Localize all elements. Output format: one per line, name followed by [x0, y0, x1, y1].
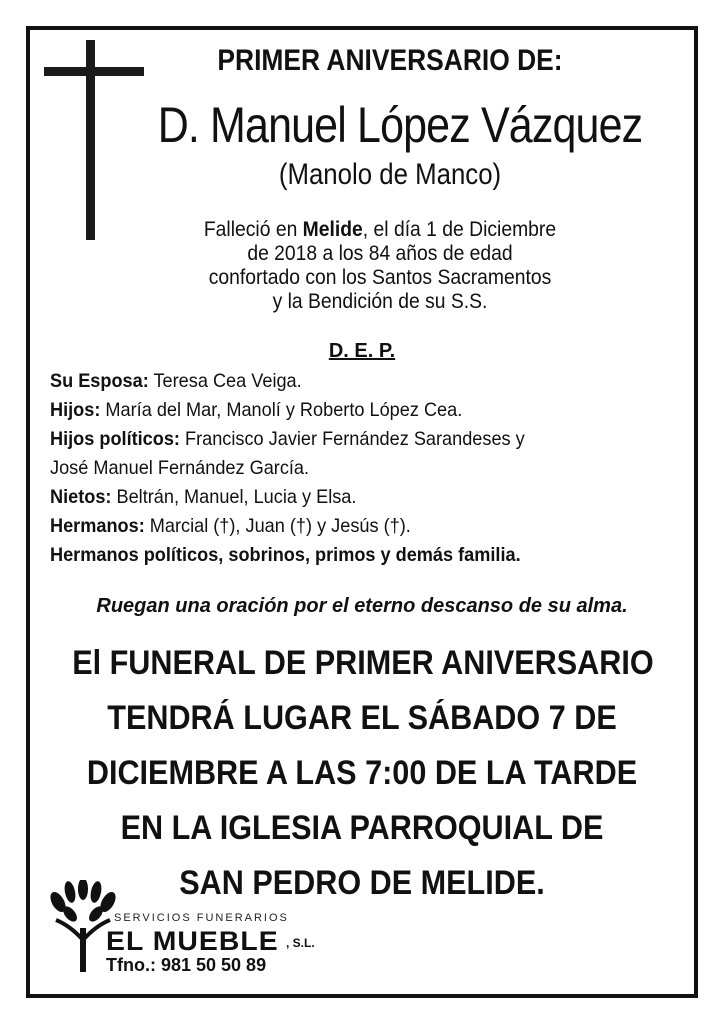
- logo-name: EL MUEBLE: [106, 926, 279, 956]
- notice-heading: PRIMER ANIVERSARIO DE:: [217, 44, 563, 77]
- logo-phone: Tfno.: 981 50 50 89: [106, 955, 267, 975]
- family-inlaws: [50, 425, 627, 454]
- death-line-2: de 2018 a los 84 años de edad: [247, 242, 513, 265]
- family-list: [50, 367, 670, 570]
- spouse-label: Su Esposa:: [50, 370, 149, 392]
- family-grandchildren: [50, 483, 627, 512]
- deceased-nickname: (Manolo de Manco): [278, 158, 502, 191]
- death-line-4: y la Bendición de su S.S.: [272, 290, 488, 313]
- siblings-label: Hermanos:: [50, 515, 145, 537]
- inlaws-value: Francisco Javier Fernández Sarandeses y: [179, 428, 525, 450]
- grandchildren-label: Nietos:: [50, 486, 112, 508]
- inlaws-label: Hijos políticos:: [50, 428, 180, 450]
- grandchildren-value: Beltrán, Manuel, Lucia y Elsa.: [111, 486, 357, 508]
- children-value: María del Mar, Manolí y Roberto López Cea.: [100, 399, 463, 421]
- family-children: [50, 396, 627, 425]
- death-line-1-post: , el día 1 de Diciembre: [362, 218, 557, 241]
- funeral-line-1: El FUNERAL DE PRIMER ANIVERSARIO: [72, 644, 654, 682]
- family-siblings: [50, 512, 627, 541]
- funeral-line-5: SAN PEDRO DE MELIDE.: [179, 864, 545, 902]
- prayer-line: Ruegan una oración por el eterno descanso de su alma.: [96, 595, 628, 617]
- dep-label: D. E. P.: [328, 340, 396, 362]
- logo-tagline: SERVICIOS FUNERARIOS: [114, 912, 289, 924]
- death-notice: [141, 218, 619, 314]
- children-label: Hijos:: [50, 399, 101, 421]
- others-value: Hermanos políticos, sobrinos, primos y demás familia.: [50, 544, 521, 566]
- family-inlaws-2: José Manuel Fernández García.: [50, 457, 310, 479]
- deceased-name: D. Manuel López Vázquez: [157, 97, 643, 153]
- death-place: Melide: [302, 218, 363, 241]
- death-line-1-pre: Falleció en: [203, 218, 303, 241]
- spouse-value: Teresa Cea Veiga.: [148, 370, 302, 392]
- siblings-value: Marcial (†), Juan (†) y Jesús (†).: [144, 515, 411, 537]
- family-spouse: [50, 367, 627, 396]
- family-others: [50, 541, 627, 570]
- death-line-3: confortado con los Santos Sacramentos: [208, 266, 552, 289]
- logo-suffix: , S.L.: [286, 936, 315, 950]
- funeral-line-4: EN LA IGLESIA PARROQUIAL DE: [120, 809, 604, 847]
- funeral-line-2: TENDRÁ LUGAR EL SÁBADO 7 DE: [107, 699, 617, 737]
- cross-icon-arm: [44, 67, 144, 76]
- funeral-announcement: [40, 636, 684, 911]
- funeral-line-3: DICIEMBRE A LAS 7:00 DE LA TARDE: [86, 754, 638, 792]
- death-line-1: [141, 218, 619, 242]
